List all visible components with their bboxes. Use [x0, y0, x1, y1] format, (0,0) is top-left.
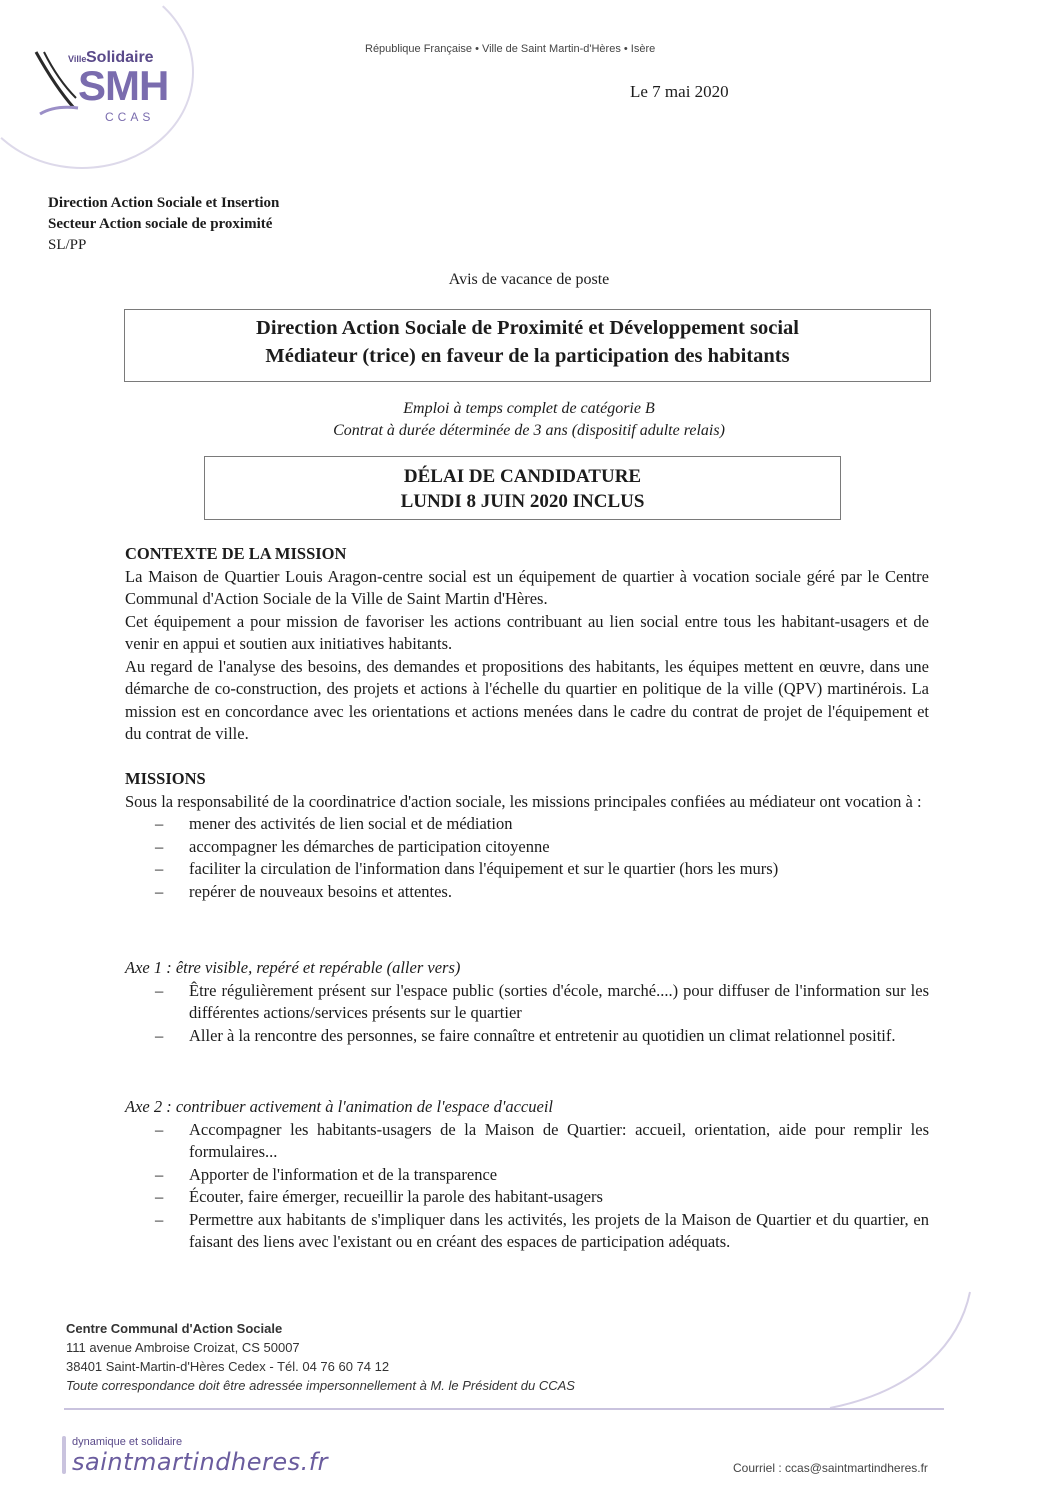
footer-org: Centre Communal d'Action Sociale	[66, 1321, 283, 1336]
department-block	[48, 193, 279, 256]
list-item-text: accompagner les démarches de participation citoyenne	[189, 836, 550, 856]
dash-bullet: –	[155, 1209, 164, 1229]
footer-email: Courriel : ccas@saintmartindheres.fr	[733, 1461, 928, 1475]
list-item-text: faciliter la circulation de l'information dans l'équipement et sur le quartier (hors les murs)	[189, 859, 779, 878]
dash-bullet: –	[155, 1025, 164, 1045]
deadline-line-1: DÉLAI DE CANDIDATURE	[403, 466, 642, 487]
dash-bullet: –	[155, 881, 164, 901]
department-line-1: Direction Action Sociale et Insertion	[48, 195, 280, 211]
logo-smh-text: SMH	[78, 62, 169, 109]
axe1-section	[125, 957, 929, 1047]
title-line-1: Direction Action Sociale de Proximité et Développement social	[256, 317, 799, 339]
contexte-section	[125, 543, 929, 746]
paragraph: Cet équipement a pour mission de favoriser les actions contribuant au lien social entre tous les habitant-usagers et de venir en appui et soutien aux initiatives habitants.	[125, 611, 929, 653]
section-heading: CONTEXTE DE LA MISSION	[125, 544, 347, 563]
job-title-box	[124, 309, 931, 382]
axis-heading: Axe 2 : contribuer activement à l'animation de l'espace d'accueil	[125, 1097, 553, 1116]
footer-address-line-2: 38401 Saint-Martin-d'Hères Cedex - Tél. 04 76 60 74 12	[66, 1359, 390, 1374]
axis-heading: Axe 1 : être visible, repéré et repérable (aller vers)	[125, 958, 461, 977]
republic-header: République Française • Ville de Saint Martin-d'Hères • Isère	[365, 43, 656, 55]
list-item	[125, 980, 929, 1025]
contract-line-1: Emploi à temps complet de catégorie B	[403, 400, 655, 417]
list-item-text: Écouter, faire émerger, recueillir la parole des habitant-usagers	[189, 1187, 603, 1206]
dash-bullet: –	[155, 836, 164, 856]
deadline-box	[204, 456, 841, 520]
missions-section	[125, 768, 929, 903]
contract-info	[0, 398, 1058, 442]
list-item	[125, 1119, 929, 1164]
paragraph: Au regard de l'analyse des besoins, des demandes et propositions des habitants, les équipes mettent en œuvre, dans une démarche de co-construction, des projets et actions à l'échelle du quartier en politique de la ville (QPV) martinérois. La mission est en concordance avec les orientations et actions menées dans le cadre du contrat de projet de l'équipement et du contrat de ville.	[125, 656, 929, 743]
logo-ville-text: Ville	[68, 54, 87, 64]
footer-tagline	[72, 1436, 328, 1476]
list-item-text: Permettre aux habitants de s'impliquer dans les activités, les projets de la Maison de Quartier et du quartier, en faisant des liens avec l'existant ou en créant des espaces de participation adéquats.	[189, 1209, 929, 1251]
section-heading: MISSIONS	[125, 769, 206, 788]
tagline-bar-decoration	[62, 1436, 66, 1474]
list-item	[125, 1164, 929, 1187]
footer-address	[66, 1319, 575, 1395]
dash-bullet: –	[155, 814, 164, 833]
list-item	[125, 1186, 929, 1209]
list-item-text: Aller à la rencontre des personnes, se faire connaître et entretenir au quotidien un climat relationnel positif.	[189, 1025, 896, 1045]
department-line-2: Secteur Action sociale de proximité	[48, 216, 273, 232]
footer-curve-decoration	[820, 1290, 980, 1410]
list-item	[125, 836, 929, 859]
dash-bullet: –	[155, 859, 164, 878]
list-item	[125, 1209, 929, 1254]
letter-date: Le 7 mai 2020	[630, 82, 729, 101]
reference-code: SL/PP	[48, 237, 87, 253]
list-item-text: mener des activités de lien social et de médiation	[189, 814, 513, 833]
axe1-list	[125, 980, 929, 1048]
logo-ccas-text: CCAS	[105, 110, 155, 124]
notice-type: Avis de vacance de poste	[448, 271, 610, 288]
footer-note: Toute correspondance doit être adressée impersonnellement à M. le Président du CCAS	[66, 1378, 575, 1393]
dash-bullet: –	[155, 980, 164, 1000]
smh-ccas-logo	[32, 40, 182, 135]
axe2-list	[125, 1119, 929, 1254]
list-item	[125, 1025, 929, 1048]
tagline-text: dynamique et solidaire	[72, 1436, 183, 1448]
paragraph: La Maison de Quartier Louis Aragon-centre social est un équipement de quartier à vocation sociale géré par le Centre Communal d'Action Sociale de la Ville de Saint Martin d'Hères.	[125, 566, 929, 608]
contract-line-2: Contrat à durée déterminée de 3 ans (dispositif adulte relais)	[333, 422, 725, 439]
list-item	[125, 858, 929, 881]
list-item-text: Apporter de l'information et de la transparence	[189, 1164, 498, 1184]
list-item	[125, 813, 929, 836]
paragraph: Sous la responsabilité de la coordinatrice d'action sociale, les missions principales confiées au médiateur ont vocation à :	[125, 791, 922, 811]
list-item-text: Accompagner les habitants-usagers de la Maison de Quartier: accueil, orientation, aide pour remplir les formulaires...	[189, 1119, 929, 1161]
list-item	[125, 881, 929, 904]
title-line-2: Médiateur (trice) en faveur de la participation des habitants	[265, 345, 790, 367]
deadline-line-2: LUNDI 8 JUIN 2020 INCLUS	[400, 491, 645, 512]
missions-list	[125, 813, 929, 903]
dash-bullet: –	[155, 1187, 164, 1206]
list-item-text: Être régulièrement présent sur l'espace public (sorties d'école, marché....) pour diffuser de l'information sur les différentes actions/services présents sur le quartier	[189, 980, 929, 1022]
dash-bullet: –	[155, 1164, 164, 1184]
website-text: saintmartindheres.fr	[72, 1448, 329, 1476]
footer-divider	[64, 1408, 944, 1410]
axe2-section	[125, 1096, 929, 1254]
logo-solidaire-text: Solidaire	[86, 49, 154, 66]
footer-address-line-1: 111 avenue Ambroise Croizat, CS 50007	[66, 1340, 300, 1355]
list-item-text: repérer de nouveaux besoins et attentes.	[189, 881, 452, 901]
dash-bullet: –	[155, 1119, 164, 1139]
